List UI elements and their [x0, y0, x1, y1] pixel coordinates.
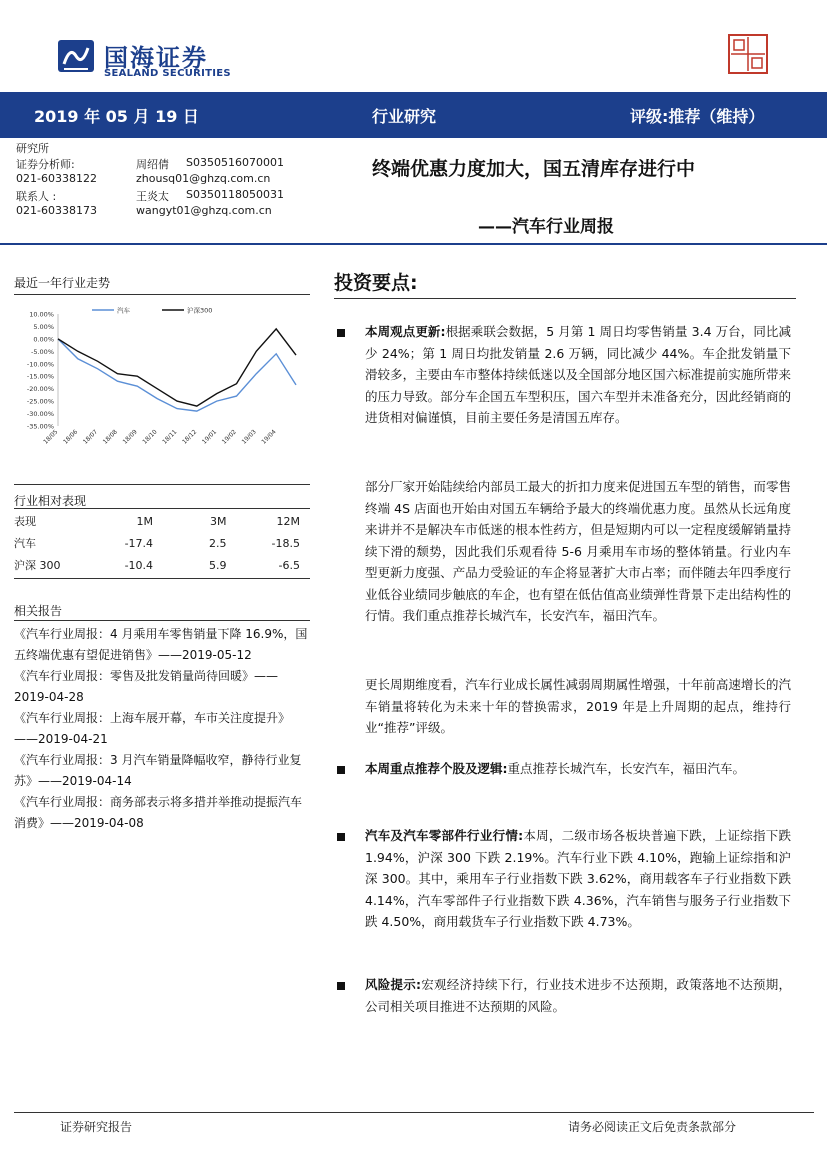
report-link[interactable]: 《汽车行业周报：商务部表示将多措并举推动提振汽车消费》——2019-04-08 [14, 795, 303, 830]
divider [0, 243, 827, 245]
divider [14, 484, 310, 485]
contact-role: 联系人 : [16, 190, 57, 203]
reports-title: 相关报告 [14, 604, 63, 618]
table-cell: 汽车 [14, 537, 36, 550]
y-tick-label: 0.00% [33, 335, 54, 344]
x-tick-label: 19/01 [200, 428, 219, 446]
y-tick-label: -15.00% [26, 372, 54, 381]
paragraph-risk [365, 974, 791, 1017]
paragraph-promo [365, 476, 791, 627]
para-text: 重点推荐长城汽车，长安汽车，福田汽车。 [507, 761, 746, 776]
x-tick-label: 18/10 [141, 428, 159, 446]
y-tick-label: -10.00% [26, 360, 54, 369]
seal-icon [728, 34, 768, 74]
rating: 评级:推荐（维持） [630, 107, 765, 126]
series-line [58, 339, 296, 411]
paragraph-market [365, 825, 791, 933]
para-text: 宏观经济持续下行，行业技术进步不达预期，政策落地不达预期，公司相关项目推进不达预期的风险。 [365, 977, 791, 1014]
divider [14, 620, 310, 621]
table-header: 表现 [14, 515, 36, 528]
paragraph-picks [365, 758, 791, 780]
legend-label: 汽车 [117, 306, 130, 315]
divider [334, 298, 796, 299]
table-header: 3M [209, 514, 227, 528]
table-header: 1M [136, 514, 154, 528]
report-link[interactable]: 《汽车行业周报：3 月汽车销量降幅收窄，静待行业复苏》——2019-04-14 [14, 753, 302, 788]
paragraph-cycle [365, 674, 791, 739]
x-tick-label: 18/07 [81, 428, 100, 446]
report-link[interactable]: 《汽车行业周报：上海车展开幕，车市关注度提升》——2019-04-21 [14, 711, 291, 746]
table-cell: 5.9 [208, 558, 227, 572]
x-tick-label: 18/12 [181, 428, 199, 446]
para-lead: 汽车及汽车零部件行业行情: [365, 828, 524, 843]
report-type: 行业研究 [372, 107, 437, 126]
y-tick-label: -25.00% [26, 397, 54, 406]
performance-table [14, 510, 306, 576]
table-cell: -10.4 [124, 558, 154, 572]
analyst-code: S0350516070001 [186, 156, 284, 169]
table-cell: -6.5 [278, 558, 300, 572]
x-tick-label: 19/03 [240, 428, 258, 446]
y-tick-label: -35.00% [26, 422, 54, 431]
table-cell: -18.5 [271, 536, 300, 550]
x-tick-label: 19/04 [260, 428, 278, 446]
x-tick-label: 18/06 [62, 428, 80, 446]
page-title: 终端优惠力度加大，国五清库存进行中 [372, 158, 696, 180]
divider [14, 508, 310, 509]
dept-label: 研究所 [16, 142, 49, 155]
analyst-info [16, 140, 306, 220]
logo-text-en: SEALAND SECURITIES [104, 68, 231, 79]
bullet-icon [337, 833, 345, 841]
analyst-email: zhousq01@ghzq.com.cn [136, 172, 271, 185]
table-header: 12M [276, 514, 300, 528]
logo-icon [56, 36, 96, 76]
y-tick-label: 10.00% [29, 310, 54, 319]
contact-name: 王炎太 [136, 190, 169, 203]
bullet-icon [337, 982, 345, 990]
footer-left: 证券研究报告 [60, 1120, 133, 1134]
divider [14, 578, 310, 579]
para-lead: 本周重点推荐个股及逻辑: [365, 761, 508, 776]
analyst-phone: 021-60338122 [16, 172, 97, 185]
bullet-icon [337, 766, 345, 774]
y-tick-label: 5.00% [33, 322, 54, 331]
table-cell: 2.5 [208, 536, 227, 550]
x-tick-label: 18/11 [161, 428, 179, 446]
invest-heading: 投资要点: [334, 272, 418, 294]
x-tick-label: 18/08 [101, 428, 119, 446]
table-row [14, 554, 306, 576]
para-lead: 本周观点更新: [365, 324, 446, 339]
paragraph-view [365, 321, 791, 429]
divider [14, 294, 310, 295]
para-text: 本周，二级市场各板块普遍下跌，上证综指下跌 1.94%，沪深 300 下跌 2.19%。汽车行业下跌 4.10%，跑输上证综指和沪深 300。其中，乘用车子行业指数下跌 3.62%，商用载客车子行业指数下跌 4.14%，汽车零部件子行业指数下跌 4.36%，汽车销售与服务子行业指数下跌 4.50%，商用载货车子行业指数下跌 4.73%。 [365, 828, 791, 929]
table-row [14, 532, 306, 554]
y-tick-label: -30.00% [26, 410, 54, 419]
page-subtitle: ——汽车行业周报 [478, 217, 614, 237]
analyst-name: 周绍倩 [136, 158, 169, 171]
report-date: 2019 年 05 月 19 日 [34, 107, 199, 126]
para-text: 部分厂家开始陆续给内部员工最大的折扣力度来促进国五车型的销售，而零售终端 4S 店面也开始由对国五车辆给予最大的终端优惠力度。虽然从长远角度来讲并不是解决车市低迷的根本性药方，但是短期内可以一定程度缓解销量持续下滑的颓势，因此我们乐观看待 5-6 月乘用车市场的整体销量。行业内车型更新力度强、产品力受验证的车企将显著扩大市占率；而伴随去年四季度行业低谷业绩同步触底的车企，也有望在低估值高业绩弹性背景下走出结构性的行情。我们重点推荐长城汽车，长安汽车，福田汽车。 [365, 479, 791, 623]
x-tick-label: 18/09 [121, 428, 139, 446]
logo-text-cn: 国海证券 [104, 44, 208, 72]
related-reports [14, 624, 310, 834]
table-cell: -17.4 [124, 536, 154, 550]
analyst-role: 证券分析师: [16, 158, 75, 171]
performance-title: 行业相对表现 [14, 494, 87, 508]
footer-right: 请务必阅读正文后免责条款部分 [568, 1120, 737, 1134]
para-text: 根据乘联会数据，5 月第 1 周日均零售销量 3.4 万台，同比减少 24%；第 1 周日均批发销量 2.6 万辆，同比减少 44%。车企批发销量下滑较多，主要由车市整体持续低迷以及全国部分地区国六标准提前实施所带来的压力导致。部分车企国五车型积压，国六车型并未准备充分，因此经销商的进货相对偏谨慎，目前主要任务是清国五库存。 [365, 324, 792, 425]
trend-section-title: 最近一年行业走势 [14, 276, 111, 290]
contact-code: S0350118050031 [186, 188, 284, 201]
para-lead: 风险提示: [365, 977, 422, 992]
contact-email: wangyt01@ghzq.com.cn [136, 204, 272, 217]
y-tick-label: -20.00% [26, 385, 54, 394]
x-tick-label: 18/05 [42, 428, 60, 446]
y-tick-label: -5.00% [31, 347, 54, 356]
x-tick-label: 19/02 [220, 428, 238, 446]
bullet-icon [337, 329, 345, 337]
legend-label: 沪深300 [187, 306, 213, 315]
table-cell: 沪深 300 [14, 559, 61, 572]
table-header-row [14, 510, 306, 532]
footer-divider [14, 1112, 814, 1113]
header-bar [0, 92, 827, 138]
report-link[interactable]: 《汽车行业周报：4 月乘用车零售销量下降 16.9%，国五终端优惠有望促进销售》——2019-05-12 [14, 627, 308, 662]
contact-phone: 021-60338173 [16, 204, 97, 217]
trend-chart [14, 300, 306, 470]
para-text: 更长周期维度看，汽车行业成长属性减弱周期属性增强，十年前高速增长的汽车销量将转化为未来十年的替换需求，2019 年是上升周期的起点，维持行业“推荐”评级。 [365, 677, 791, 735]
report-link[interactable]: 《汽车行业周报：零售及批发销量尚待回暖》——2019-04-28 [14, 669, 279, 704]
